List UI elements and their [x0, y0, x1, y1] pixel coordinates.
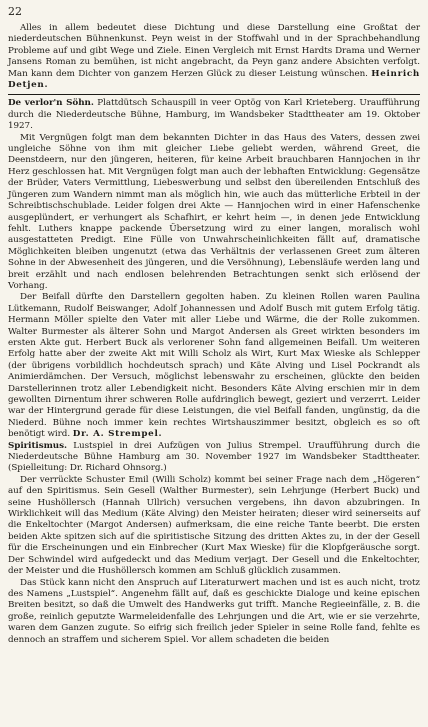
- review-2-heading: [8, 98, 420, 132]
- review-3-paragraph: Der verrückte Schuster Emil (Willi Scholz) kommt bei seiner Frage nach dem „Högeren“ auf den Spiritismus. Sein Gesell (Walther Burmester), sein Lehrjunge (Herbert Buck) und seine Hushöllersch (Hannah Ullrich) versuchen vergebens, ihn davon abzubringen. In Wirklichkeit will das Medium (Käte Alving) den Meister heiraten; dieser wird seinerseits auf die Enkeltochter (Margot Andersen) aufmerksam, die eine reiche Tante beerbt. Die ersten beiden Akte spitzen sich auf die spiritistische Sitzung des dritten Aktes zu, in der der Gesell für die Erscheinungen und ein Einbrecher (Kurt Max Wieske) für die Klopfgeräusche sorgt. Der Schwindel wird aufgedeckt und das Medium verjagt. Der Gesell und die Enkeltochter, der Meister und die Hushöllersch kommen am Schluß glücklich zusammen.: [8, 474, 420, 577]
- review-1: [8, 23, 420, 91]
- review-2-paragraph-text: Der Beifall dürfte den Darstellern gegolten haben. Zu kleinen Rollen waren Paulina Lütkemann, Rudolf Beiswanger, Adolf Johannessen und Adolf Busch mit gutem Erfolg tätig. Hermann Möller spielte den Vater mit aller Liebe und Wärme, die der Rolle zukommen. Walter Burmester als älterer Sohn und Margot Andersen als Greet wirkten besonders im ersten Akte gut. Herbert Buck als verlorener Sohn fand allgemeinen Beifall. Um weiteren Erfolg hatte aber der zweite Akt mit Willi Scholz als Wirt, Kurt Max Wieske als Schlepper (der übrigens vorbildlich hochdeutsch sprach) und Käte Alving und Lisel Pockrandt als Animierdämchen. Der Versuch, möglichst lebenswahr zu erscheinen, glückte den beiden Darstellerinnen trotz aller Lebendigkeit nicht. Besonders Käte Alving erschien mir in dem gewollten Dirnentum ihrer schweren Rolle aufdringlich bewegt, geziert und verzerrt. Leider war der Hintergrund gerade für diese Leistungen, die viel Beifall fanden, ungünstig, da die Niederd. Bühne noch immer kein rechtes Wirtshauszimmer besitzt, obgleich es so oft benötigt wird.: [8, 292, 420, 440]
- review-3-heading: [8, 441, 420, 475]
- review-3-title: Spiritismus.: [8, 440, 67, 451]
- review-1-signature: Heinrich Detjen.: [8, 68, 420, 91]
- review-1-body: Alles in allem bedeutet diese Dichtung und diese Darstellung eine Großtat der niederdeutschen Bühnenkunst. Peyn weist in der Stoffwahl und in der Sprachbehandlung Probleme auf und gibt Wege und Ziele. Einen Vergleich mit Ernst Hardts Drama und Werner Jansens Roman zu bemühen, ist nicht angebracht, da Peyn ganz andere Absichten verfolgt. Man kann dem Dichter von ganzem Herzen Glück zu dieser Leistung wünschen.: [8, 23, 420, 79]
- review-3-paragraph: Das Stück kann nicht den Anspruch auf Literaturwert machen und ist es auch nicht, trotz des Namens „Lustspiel“. Angenehm fällt auf, daß es geschickte Dialoge und keine epischen Breiten besitzt, so daß die Umwelt des Handwerks gut trifft. Manche Regieeinfälle, z. B. die große, reinlich geputzte Warmeleidenfalle des Lehrjungen und die Art, wie er sie verzehrte, waren dem Ganzen zugute. So eifrig sich freilich jeder Spieler in seine Rolle fand, fehlte es dennoch an straffem und sicherem Spiel. Vor allem schadeten die beiden: [8, 577, 420, 645]
- review-3: [8, 441, 420, 646]
- review-2-paragraph: [8, 292, 420, 440]
- review-3-heading-text: Lustspiel in drei Aufzügen von Julius Strempel. Uraufführung durch die Niederdeutsche Bühne Hamburg am 30. November 1927 im Wandsbeker Stadttheater. (Spielleitung: Dr. Richard Ohnsorg.): [8, 440, 421, 474]
- page-number: 22: [8, 5, 22, 18]
- review-2: [8, 98, 420, 440]
- review-2-paragraph: Mit Vergnügen folgt man dem bekannten Dichter in das Haus des Vaters, dessen zwei ungleiche Söhne von ihm mit gleicher Liebe geliebt werden, während Greet, die Deenstdeern, nur den jüngeren, heiteren, für keine Arbeit brauchbaren Hannjochen in ihr Herz geschlossen hat. Mit Vergnügen folgt man auch der lebhaften Entwicklung: Gegensätze der Brüder, Vaters Vermittlung, Liebeswerbung und selbst den übereilenden Entschluß des Jüngeren zum Wandern nimmt man als möglich hin, wie auch das mütterliche Erbteil in der Schreibtischschublade. Leider folgen drei Akte — Hannjochen wird in einer Hafenschenke ausgeplündert, er verhungert als Schafhirt, er kehrt heim —, in denen jede Entwicklung fehlt. Luthers knappe packende Übersetzung wird zu einer langen, moralisch wohl ausgestatteten Predigt. Eine Fülle von Unwahrscheinlichkeiten fällt auf, dramatische Möglichkeiten bleiben ungenutzt (etwa das Verhältnis der verlassenen Greet zum älteren Sohne in der Abwesenheit des jüngeren, und die Versöhnung), Lebensläufe werden lang und breit erzählt und nach endlosen belehrenden Betrachtungen senkt sich erlösend der Vorhang.: [8, 132, 420, 291]
- review-2-title: De verlor'n Söhn.: [8, 98, 94, 109]
- review-2-signature: Dr. A. Strempel.: [72, 429, 163, 440]
- review-2-heading-text: Plattdütsch Schauspill in veer Optög von Karl Krieteberg. Uraufführung durch die Niederdeutsche Bühne, Hamburg, im Wandsbeker Stadttheater am 19. Oktober 1927.: [8, 98, 420, 132]
- review-1-text: [8, 23, 420, 91]
- section-divider: [8, 94, 420, 95]
